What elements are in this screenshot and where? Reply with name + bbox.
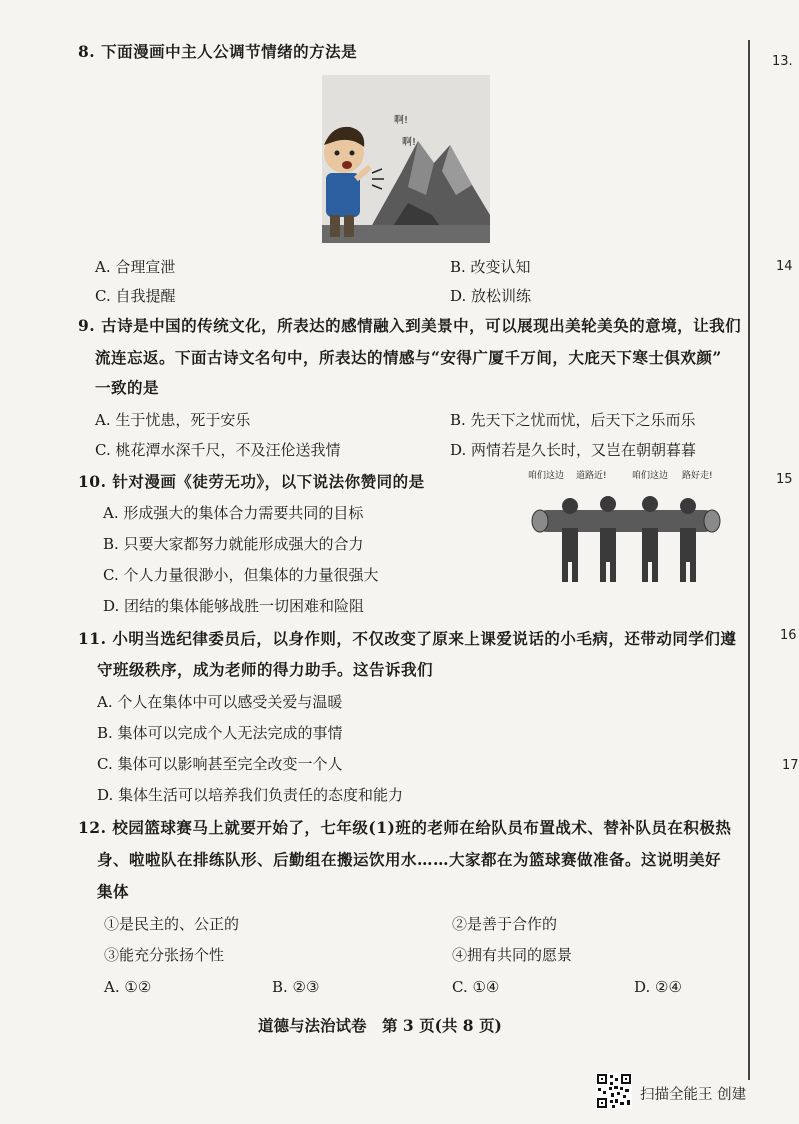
q12-option-d: D. ②④ [634,978,682,996]
side-mark-13: 13. [772,54,793,69]
q9-stem-line-1: 9. 古诗是中国的传统文化，所表达的感情融入到美景中，可以展现出美轮美奂的意境，让我们 [78,316,742,335]
q8-bubble-1: 啊! [394,115,409,126]
q8-option-c: C. 自我提醒 [95,287,176,305]
q8-option-b: B. 改变认知 [450,258,531,276]
scanner-watermark: 扫描全能王 创建 [640,1087,747,1103]
q12-option-b: B. ②③ [272,978,320,996]
q9-option-a: A. 生于忧患，死于安乐 [95,411,251,429]
q10-caption-3: 咱们这边 [632,471,669,481]
q12-item-4: ④拥有共同的愿景 [452,946,573,964]
q9-option-c: C. 桃花潭水深千尺，不及汪伦送我情 [95,441,341,459]
side-mark-15: 15 [776,472,793,487]
q11-stem-line-1: 11. 小明当选纪律委员后，以身作则，不仅改变了原来上课爱说话的小毛病，还带动同学们遵 [78,629,737,648]
q12-item-2: ②是善于合作的 [452,915,558,933]
q10-option-b: B. 只要大家都努力就能形成强大的合力 [103,535,364,553]
q12-item-1: ①是民主的、公正的 [104,915,240,933]
q10-cartoon-drawing [526,484,726,588]
q8-option-d: D. 放松训练 [450,287,532,305]
q8-option-a: A. 合理宣泄 [95,258,176,276]
side-mark-14: 14 [776,259,793,274]
side-mark-17: 17 [782,758,799,773]
q10-caption-1: 咱们这边 [528,471,565,481]
q12-stem-line-1: 12. 校园篮球赛马上就要开始了，七年级(1)班的老师在给队员布置战术、替补队员在积极热 [78,818,732,837]
q12-option-c: C. ①④ [452,978,500,996]
q12-stem-line-2: 身、啦啦队在排练队形、后勤组在搬运饮用水……大家都在为篮球赛做准备。这说明美好 [97,850,722,869]
q10-caption-4: 路好走! [682,471,713,481]
q10-stem: 10. 针对漫画《徒劳无功》，以下说法你赞同的是 [78,472,425,491]
q11-option-a: A. 个人在集体中可以感受关爱与温暖 [97,693,343,711]
q9-stem-line-2: 流连忘返。下面古诗文名句中，所表达的情感与“安得广厦千万间，大庇天下寒士俱欢颜” [95,348,722,367]
q12-stem-line-3: 集体 [97,882,130,901]
q10-option-c: C. 个人力量很渺小，但集体的力量很强大 [103,566,379,584]
q11-option-c: C. 集体可以影响甚至完全改变一个人 [97,755,343,773]
q9-option-d: D. 两情若是久长时，又岂在朝朝暮暮 [450,441,697,459]
q11-option-b: B. 集体可以完成个人无法完成的事情 [97,724,343,742]
q9-option-b: B. 先天下之忧而忧，后天下之乐而乐 [450,411,696,429]
q11-stem-line-2: 守班级秩序，成为老师的得力助手。这告诉我们 [97,660,434,679]
q8-stem: 8. 下面漫画中主人公调节情绪的方法是 [78,42,358,61]
q10-option-d: D. 团结的集体能够战胜一切困难和险阻 [103,597,365,615]
q9-stem-line-3: 一致的是 [95,378,160,397]
q12-option-a: A. ①② [104,978,152,996]
q12-item-3: ③能充分张扬个性 [104,946,225,964]
q8-cartoon-image [322,75,490,243]
qr-code-icon [596,1073,632,1109]
binding-line [748,40,750,1080]
q10-cartoon-image [526,468,726,588]
side-mark-16: 16 [780,628,797,643]
q8-bubble-2: 啊! [402,137,417,148]
q10-caption-2: 道路近! [576,471,607,481]
q10-option-a: A. 形成强大的集体合力需要共同的目标 [103,504,364,522]
q11-option-d: D. 集体生活可以培养我们负责任的态度和能力 [97,786,404,804]
page-footer: 道德与法治试卷 第 3 页(共 8 页) [258,1016,502,1035]
